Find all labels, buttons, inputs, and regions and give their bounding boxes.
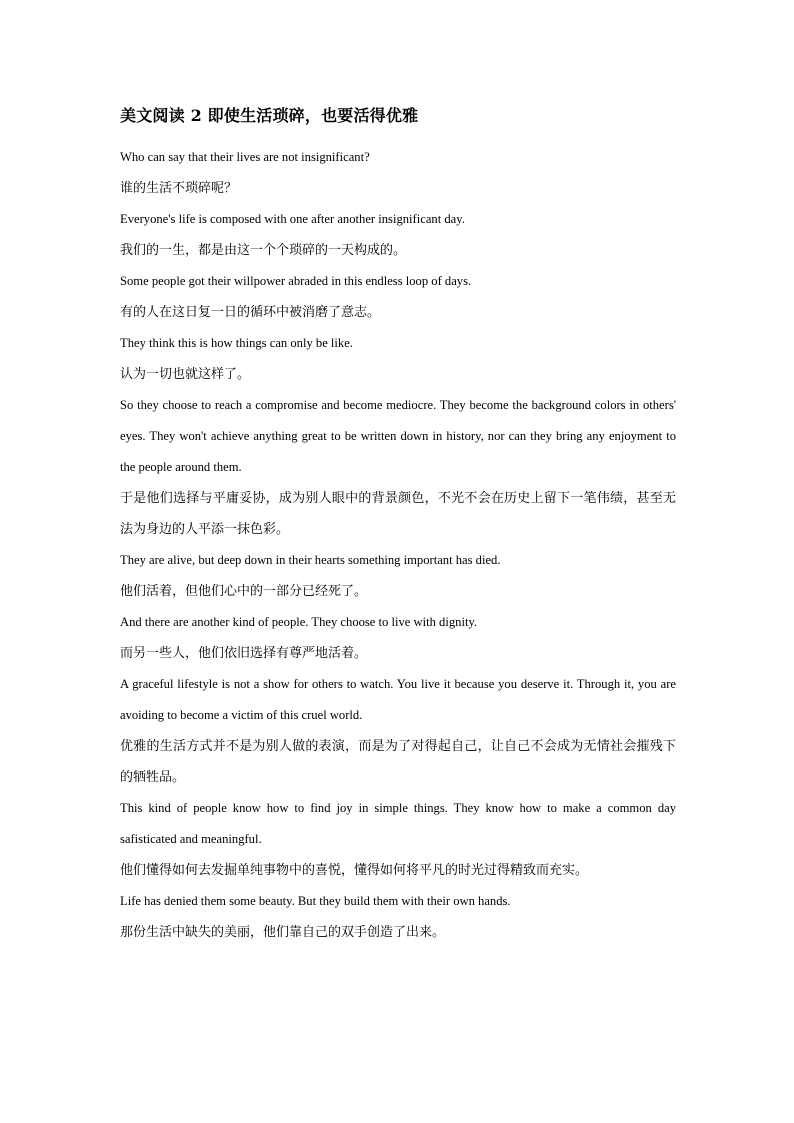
paragraph-en: Everyone's life is composed with one after another insignificant day. [120,212,465,226]
paragraph-en: So they choose to reach a compromise and become mediocre. They become the background colors in others' eyes. They won't achieve anything great to be written down in history, nor can they bring any enjoyment to the people around them. [120,398,676,474]
paragraph-en: Some people got their willpower abraded in this endless loop of days. [120,274,472,288]
paragraph-zh: 优雅的生活方式并不是为别人做的表演，而是为了对得起自己，让自己不会成为无情社会摧残下的牺牲品。 [120,739,676,785]
paragraph-en: They think this is how things can only be like. [120,336,353,350]
paragraph-en: Who can say that their lives are not insignificant? [120,150,370,164]
paragraph-zh: 我们的一生，都是由这一个个琐碎的一天构成的。 [120,243,407,258]
paragraph-zh: 他们活着，但他们心中的一部分已经死了。 [120,584,368,599]
document-page [120,104,676,948]
paragraph-zh: 有的人在这日复一日的循环中被消磨了意志。 [120,305,381,320]
paragraph-en: This kind of people know how to find joy in simple things. They know how to make a common day safisticated and meaningful. [120,801,676,846]
paragraph-en: They are alive, but deep down in their hearts something important has died. [120,553,501,567]
paragraph-zh: 那份生活中缺失的美丽，他们靠自己的双手创造了出来。 [120,925,446,940]
paragraph-zh: 认为一切也就这样了。 [120,367,251,382]
paragraph-zh: 于是他们选择与平庸妥协，成为别人眼中的背景颜色，不光不会在历史上留下一笔伟绩，甚至无法为身边的人平添一抹色彩。 [120,491,676,537]
paragraph-en: Life has denied them some beauty. But they build them with their own hands. [120,894,511,908]
document-title: 美文阅读 2 即使生活琐碎，也要活得优雅 [120,106,419,125]
paragraph-en: A graceful lifestyle is not a show for others to watch. You live it because you deserve it. Through it, you are avoiding to become a victim of this cruel world. [120,677,676,722]
paragraph-zh: 他们懂得如何去发掘单纯事物中的喜悦，懂得如何将平凡的时光过得精致而充实。 [120,863,589,878]
paragraph-zh: 而另一些人，他们依旧选择有尊严地活着。 [120,646,368,661]
paragraph-zh: 谁的生活不琐碎呢？ [120,181,238,196]
paragraph-en: And there are another kind of people. They choose to live with dignity. [120,615,478,629]
